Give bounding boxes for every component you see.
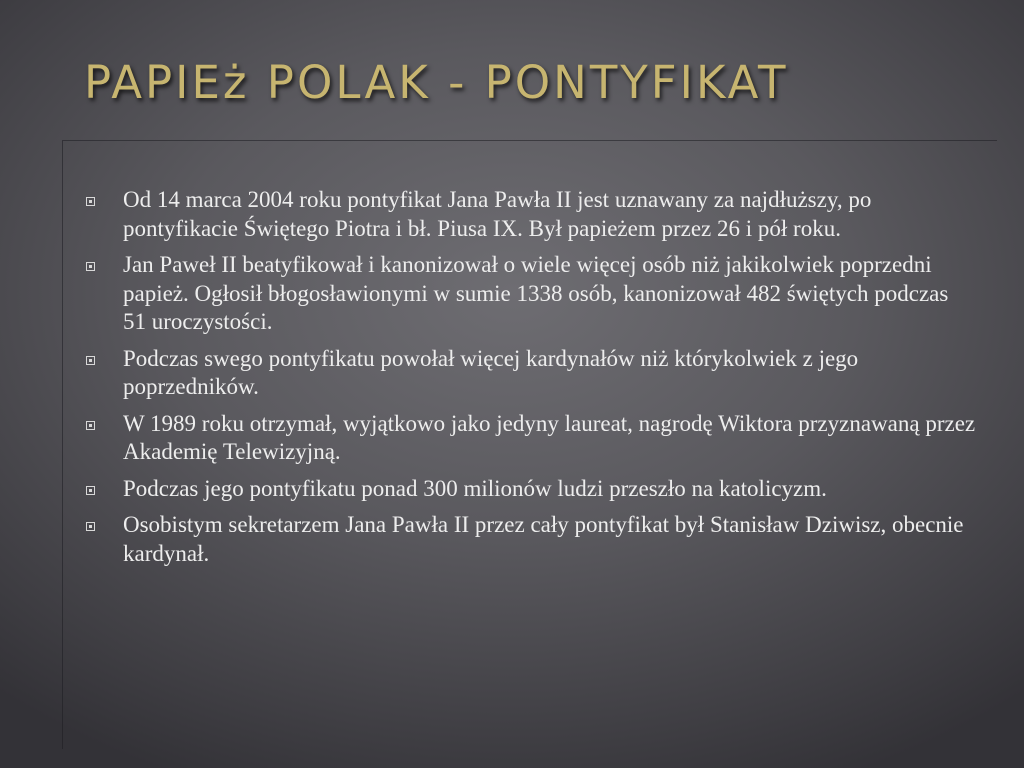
bullet-text: Podczas jego pontyfikatu ponad 300 milionów ludzi przeszło na katolicyzm. — [123, 475, 827, 501]
bullet-item — [86, 410, 976, 467]
bullet-item — [86, 475, 976, 504]
bullet-text: Osobistym sekretarzem Jana Pawła II przez cały pontyfikat był Stanisław Dziwisz, obecnie kardynał. — [123, 512, 964, 566]
square-bullet-icon — [86, 197, 95, 206]
square-bullet-icon — [86, 522, 95, 531]
square-bullet-icon — [86, 356, 95, 365]
bullet-item — [86, 511, 976, 568]
bullet-item — [86, 186, 976, 243]
bullet-text: Od 14 marca 2004 roku pontyfikat Jana Pawła II jest uznawany za najdłuższy, po pontyfikacie Świętego Piotra i bł. Piusa IX. Był papieżem przez 26 i pół roku. — [123, 187, 872, 241]
square-bullet-icon — [86, 486, 95, 495]
square-bullet-icon — [86, 421, 95, 430]
square-bullet-icon — [86, 262, 95, 271]
bullet-list — [86, 186, 976, 576]
slide-title: PAPIEż POLAK - PONTYFIKAT — [84, 56, 789, 109]
bullet-text: Podczas swego pontyfikatu powołał więcej kardynałów niż którykolwiek z jego poprzedników. — [123, 345, 859, 399]
bullet-item — [86, 251, 976, 337]
bullet-item — [86, 345, 976, 402]
bullet-text: W 1989 roku otrzymał, wyjątkowo jako jedyny laureat, nagrodę Wiktora przyznawaną przez Akademię Telewizyjną. — [123, 410, 976, 464]
bullet-text: Jan Paweł II beatyfikował i kanonizował o wiele więcej osób niż jakikolwiek poprzedni papież. Ogłosił błogosławionymi w sumie 1338 osób, kanonizował 482 świętych podczas 51 uroczystości. — [123, 252, 949, 334]
